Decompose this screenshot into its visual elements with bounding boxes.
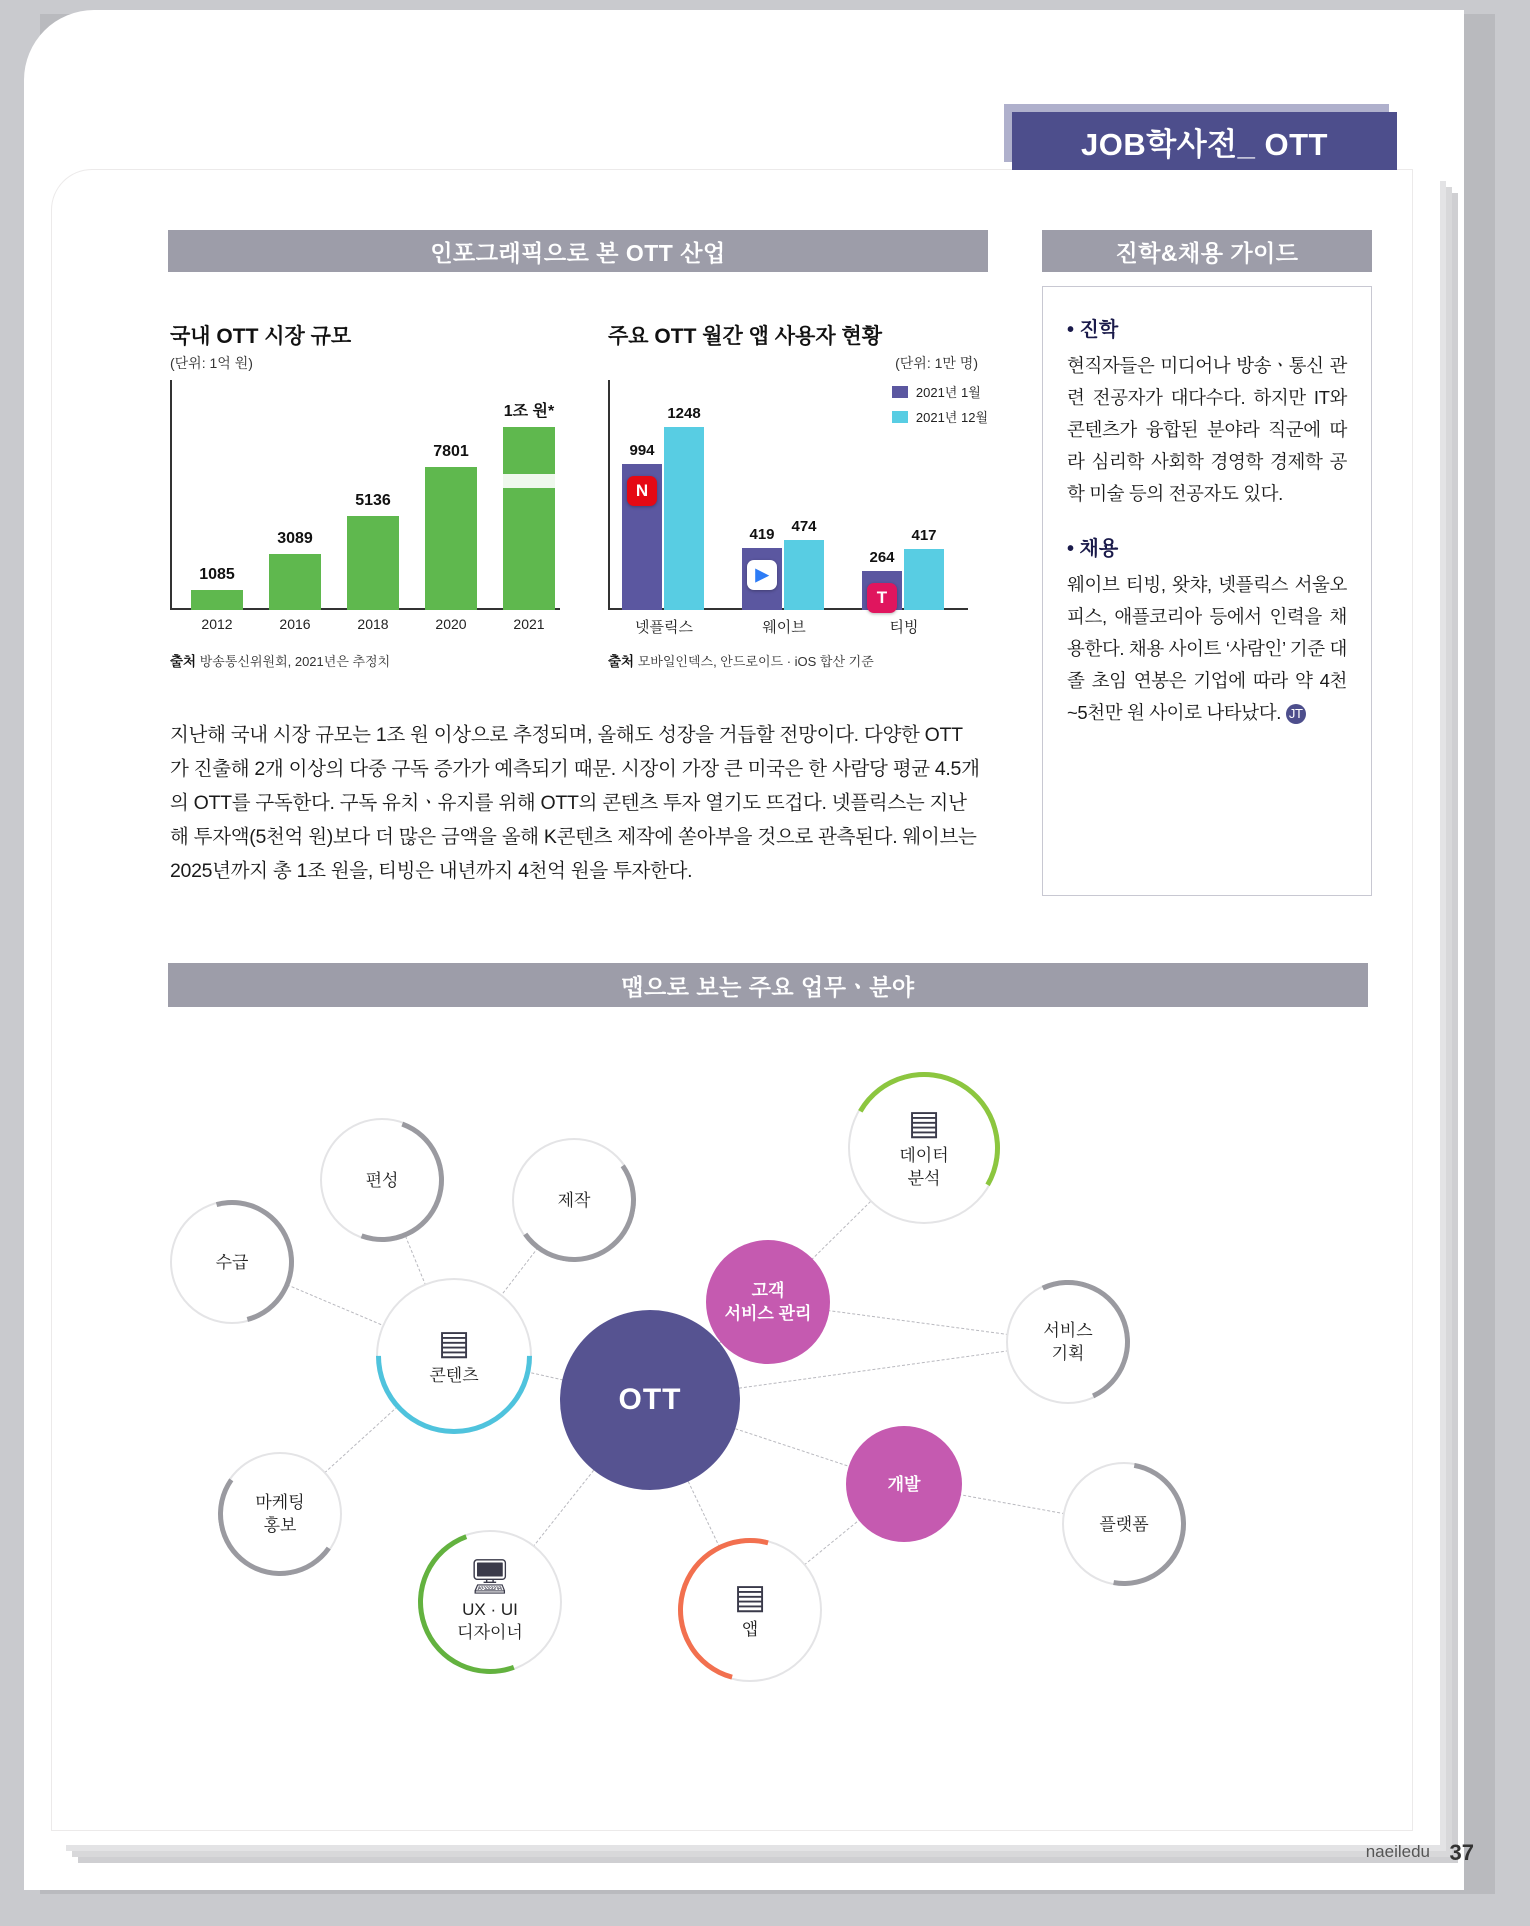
- infographic-section-title: 인포그래픽으로 본 OTT 산업: [168, 230, 988, 272]
- chart1-value-label: 1085: [199, 566, 235, 583]
- map-node-arc: [652, 1512, 849, 1709]
- map-node-label: 콘텐츠: [429, 1365, 479, 1385]
- map-node-dev[interactable]: [846, 1426, 962, 1542]
- chart1-title: 국내 OTT 시장 규모: [170, 325, 352, 348]
- chart1-source-text: 방송통신위원회, 2021년은 추정치: [199, 654, 391, 669]
- page-right-edge: [1506, 0, 1530, 1926]
- map-node-arc: [147, 1177, 316, 1346]
- chart1-category-label: 2016: [279, 616, 311, 632]
- netflix-icon: N: [627, 476, 657, 506]
- chart2-category-label: 넷플릭스: [635, 619, 693, 636]
- map-node-arc: [394, 1506, 585, 1697]
- map-node-schedule[interactable]: [320, 1118, 444, 1242]
- map-node-platform[interactable]: [1062, 1462, 1186, 1586]
- chart1-category-label: 2018: [357, 616, 389, 632]
- guide-hiring-body: 웨이브 티빙, 왓챠, 넷플릭스 서울오피스, 애플코리아 등에서 인력을 채용한다. 채용 사이트 ‘사람인’ 기준 대졸 초임 연봉은 기업에 따라 약 4천~5천만 원 사이로 나타났다.: [1067, 574, 1347, 723]
- map-node-arc: [1038, 1438, 1211, 1611]
- chart1-unit: (단위: 1억 원): [170, 355, 253, 371]
- chart1-bar: [425, 467, 477, 610]
- chart2-unit: (단위: 1만 명): [895, 355, 978, 371]
- map-node-cs[interactable]: [706, 1240, 830, 1364]
- chart2-plot: [608, 380, 978, 610]
- map-node-data[interactable]: [848, 1072, 1000, 1224]
- chart2-category-labels: [608, 616, 978, 638]
- map-node-label: UX · UI: [462, 1600, 518, 1619]
- map-node-label: 플랫폼: [1099, 1514, 1149, 1534]
- guide-admission-text: 현직자들은 미디어나 방송ㆍ통신 관련 전공자가 대다수다. 하지만 IT와 콘텐츠가 융합된 분야라 직군에 따라 심리학 사회학 경영학 경제학 공학 미술 등의 전공자도 있다.: [1067, 355, 1347, 504]
- map-node-arc: [989, 1263, 1148, 1422]
- map-node-label: 서비스: [1043, 1321, 1093, 1340]
- chart1-category-label: 2021: [513, 616, 545, 632]
- map-node-supply[interactable]: [170, 1200, 294, 1324]
- map-node-label: 마케팅: [255, 1493, 305, 1512]
- map-node-uxui[interactable]: [418, 1530, 562, 1674]
- map-node-label: 홍보: [263, 1516, 297, 1535]
- tving-icon: T: [867, 583, 897, 613]
- job-map: [150, 1010, 1380, 1750]
- chart1-value-label: 5136: [355, 492, 391, 509]
- guide-admission-heading: • 진학: [1067, 319, 1119, 341]
- map-node-label: 서비스 관리: [724, 1304, 812, 1323]
- article-body-text: 지난해 국내 시장 규모는 1조 원 이상으로 추정되며, 올해도 성장을 거듭할 전망이다. 다양한 OTT가 진출해 2개 이상의 다중 구독 증가가 예측되기 때문. 시장이 가장 큰 미국은 한 사람당 평균 4.5개의 OTT를 구독한다. 구독 유치ㆍ유지를 위해 OTT의 콘텐츠 투자 열기도 뜨겁다. 넷플릭스는 지난해 투자액(5천억 원)보다 더 많은 금액을 올해 K콘텐츠 제작에 쏟아부을 것으로 관측된다. 웨이브는 2025년까지 총 1조 원을, 티빙은 내년까지 4천억 원을 투자한다.: [170, 724, 980, 882]
- map-node-ott-center[interactable]: [560, 1310, 740, 1490]
- map-node-arc: [300, 1098, 465, 1263]
- chart1-category-labels: [170, 616, 560, 638]
- content-stack-icon: ▤: [437, 1323, 471, 1362]
- guide-item-admission: [1067, 313, 1347, 510]
- chart2-category-label: 티빙: [889, 619, 919, 636]
- chart-monthly-app-users: [608, 320, 998, 669]
- page-number: 37: [1449, 1840, 1474, 1865]
- guide-section-title: 진학&채용 가이드: [1042, 230, 1372, 272]
- map-node-label: 앱: [741, 1619, 759, 1639]
- chart1-value-label: 1조 원*: [503, 403, 555, 420]
- map-node-arc: [502, 1128, 646, 1272]
- map-node-label: 분석: [907, 1169, 941, 1188]
- chart1-category-label: 2012: [201, 616, 233, 632]
- chart1-value-label: 3089: [277, 530, 313, 547]
- chart2-category-label: 웨이브: [762, 619, 806, 636]
- guide-hiring-heading: • 채용: [1067, 538, 1119, 560]
- chart2-source-text: 모바일인덱스, 안드로이드 · iOS 합산 기준: [637, 654, 874, 669]
- chart1-source-label: 출처: [170, 654, 197, 669]
- chart2-bar: [784, 540, 824, 610]
- chart2-source: [608, 650, 1008, 670]
- map-node-service[interactable]: [1006, 1280, 1130, 1404]
- chart2-value-label: 474: [791, 518, 817, 535]
- map-node-label: 개발: [887, 1474, 921, 1494]
- chart2-bar: [664, 427, 704, 610]
- chart2-value-label: 1248: [667, 405, 701, 422]
- chart2-source-label: 출처: [608, 654, 635, 669]
- chart2-value-label: 417: [911, 527, 937, 544]
- chart2-bar: [904, 549, 944, 610]
- mobile-app-icon: ▤: [733, 1577, 767, 1616]
- map-section-title: 맵으로 보는 주요 업무ㆍ분야: [168, 963, 1368, 1007]
- chart2-title: 주요 OTT 월간 앱 사용자 현황: [608, 325, 883, 348]
- chart-domestic-ott-market: [170, 320, 570, 669]
- editor-mark-icon: JT: [1286, 704, 1306, 724]
- map-node-label: OTT: [618, 1383, 682, 1416]
- chart1-axis-break-icon: [503, 472, 555, 490]
- chart1-plot: [170, 380, 560, 610]
- guide-divider-space: [1067, 510, 1347, 532]
- map-node-label: 고객: [751, 1281, 785, 1300]
- chart2-legend-label: 2021년 12월: [915, 410, 988, 425]
- chart2-value-label: 419: [749, 526, 775, 543]
- map-node-label: 제작: [557, 1190, 591, 1210]
- guide-box: [1042, 286, 1372, 896]
- map-node-marketing[interactable]: [218, 1452, 342, 1576]
- chart1-source: [170, 650, 570, 670]
- map-node-app[interactable]: [678, 1538, 822, 1682]
- monitor-design-icon: 🖥: [468, 1558, 512, 1596]
- chart2-value-label: 264: [869, 549, 895, 566]
- map-node-label: 데이터: [899, 1146, 949, 1165]
- map-node-label: 디자이너: [457, 1623, 523, 1642]
- header-tab: JOB학사전_ OTT: [1012, 112, 1397, 170]
- map-node-produce[interactable]: [512, 1138, 636, 1262]
- chart2-legend-label: 2021년 1월: [915, 385, 981, 400]
- map-node-content[interactable]: [376, 1278, 532, 1434]
- map-node-label: 편성: [365, 1170, 399, 1190]
- chart1-bar: [503, 427, 555, 610]
- chart1-bar: [347, 516, 399, 610]
- map-node-arc: [208, 1442, 352, 1586]
- data-document-icon: ▤: [907, 1104, 941, 1142]
- footer-brand: naeiledu: [1365, 1842, 1430, 1861]
- map-node-label: 수급: [215, 1252, 249, 1272]
- guide-item-hiring: [1067, 532, 1347, 729]
- chart1-value-label: 7801: [433, 443, 469, 460]
- guide-hiring-text: [1067, 569, 1347, 729]
- chart1-bar: [269, 554, 321, 610]
- wavve-icon: ▶: [747, 560, 777, 590]
- chart1-category-label: 2020: [435, 616, 467, 632]
- chart1-bar: [191, 590, 243, 610]
- chart2-value-label: 994: [629, 442, 655, 459]
- map-node-arc: [344, 1246, 565, 1467]
- map-node-label: 기획: [1051, 1344, 1085, 1363]
- chart2-y-axis: [608, 380, 610, 610]
